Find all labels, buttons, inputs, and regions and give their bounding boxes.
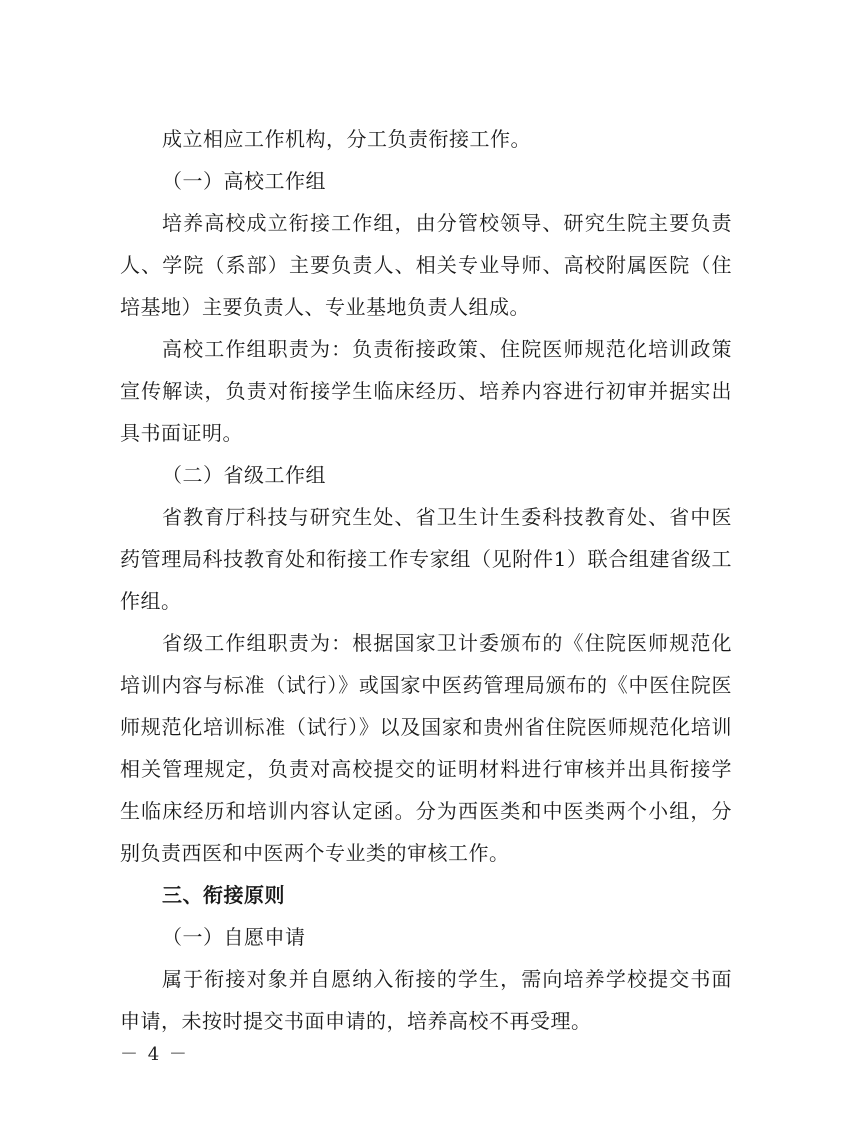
paragraph-continuation: 成立相应工作机构，分工负责衔接工作。 xyxy=(162,127,531,151)
paragraph-provincial-group-duties: 省级工作组职责为：根据国家卫计委颁布的《住院医师规范化培训内容与标准（试行）》或国家中医药管理局颁布的《中医住院医师规范化培训标准（试行）》以及国家和贵州省住院医师规范化培训相关管理规定，负责对高校提交的证明材料进行审核并出具衔接学生临床经历和培训内容认定函。分为西医类和中医类两个小组，分别负责西医和中医两个专业类的审核工作。 xyxy=(120,631,732,865)
paragraph-university-group-composition: 培养高校成立衔接工作组，由分管校领导、研究生院主要负责人、学院（系部）主要负责人、相关专业导师、高校附属医院（住培基地）主要负责人、专业基地负责人组成。 xyxy=(120,211,732,319)
section-heading-principles: 三、衔接原则 xyxy=(162,883,285,907)
subheading-provincial-working-group: （二）省级工作组 xyxy=(162,463,326,487)
paragraph-university-group-duties: 高校工作组职责为：负责衔接政策、住院医师规范化培训政策宣传解读，负责对衔接学生临床经历、培养内容进行初审并据实出具书面证明。 xyxy=(120,337,732,445)
document-body xyxy=(120,118,732,1042)
paragraph-voluntary-application: 属于衔接对象并自愿纳入衔接的学生，需向培养学校提交书面申请，未按时提交书面申请的，培养高校不再受理。 xyxy=(120,967,732,1033)
page-number: － 4 － xyxy=(120,1044,189,1065)
subheading-university-working-group: （一）高校工作组 xyxy=(162,169,326,193)
subheading-voluntary-application: （一）自愿申请 xyxy=(162,925,306,949)
paragraph-provincial-group-composition: 省教育厅科技与研究生处、省卫生计生委科技教育处、省中医药管理局科技教育处和衔接工作专家组（见附件1）联合组建省级工作组。 xyxy=(120,505,732,613)
